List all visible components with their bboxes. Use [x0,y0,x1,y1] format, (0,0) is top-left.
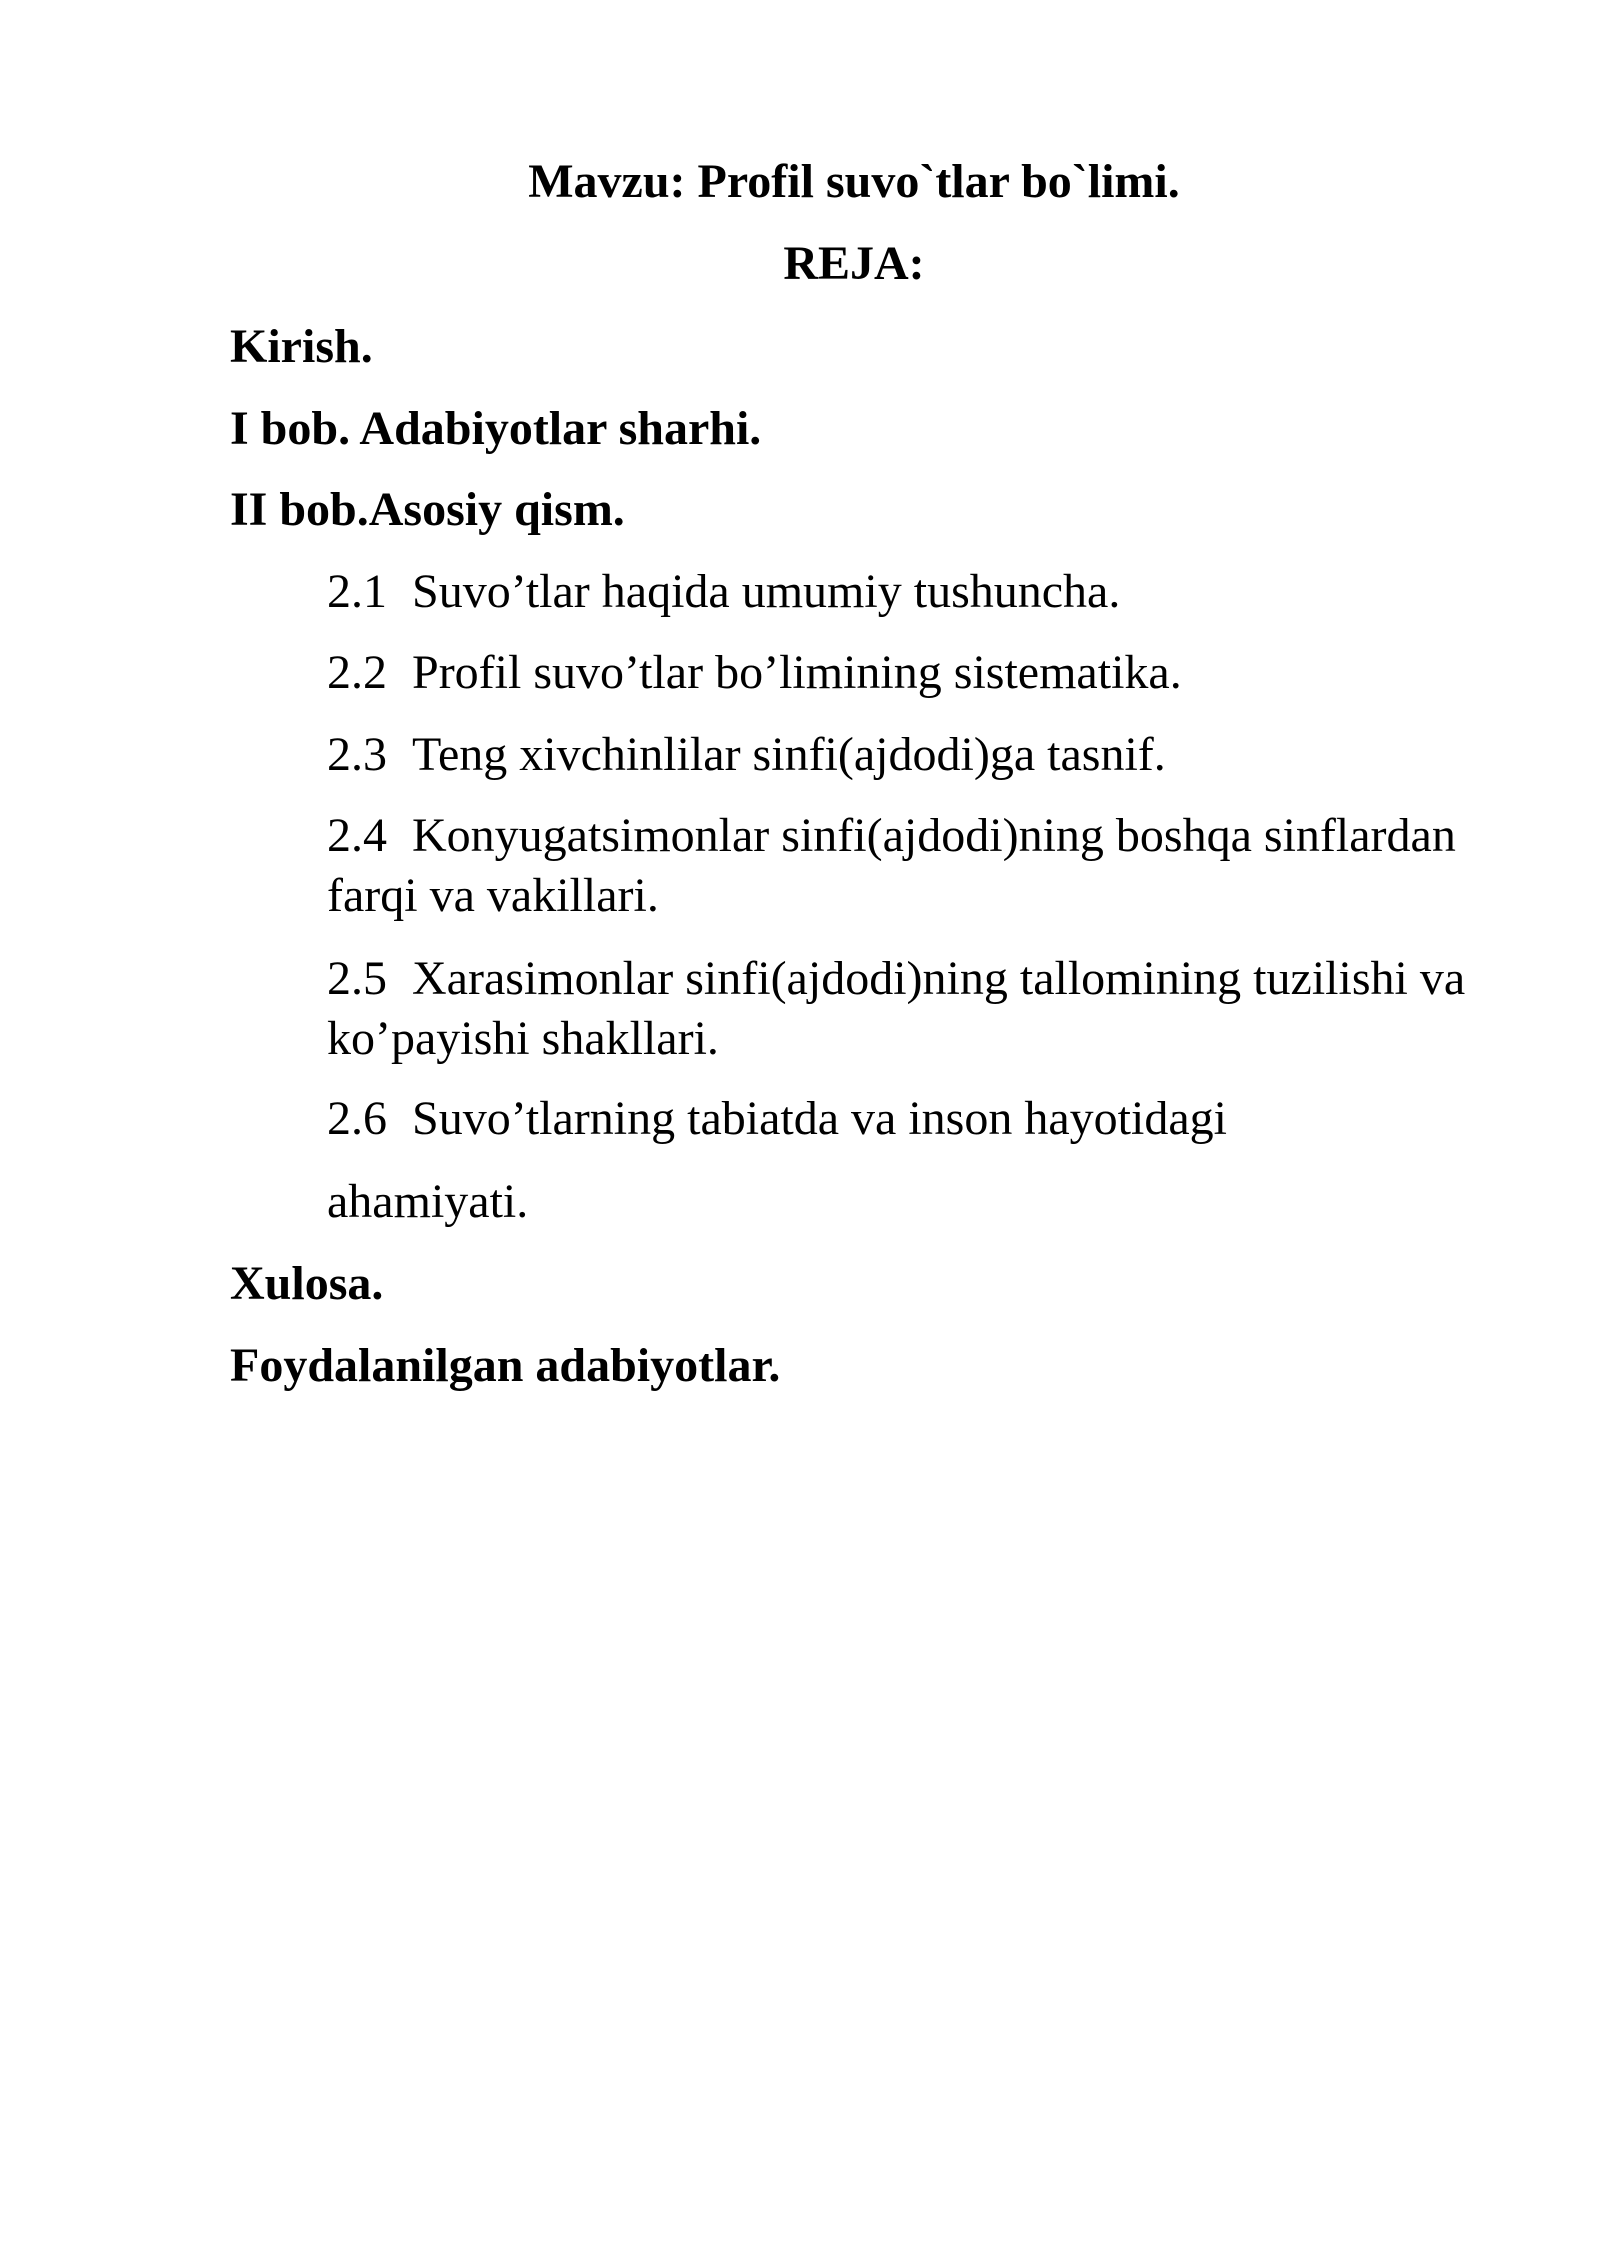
plan-item-number: 2.3 [327,728,387,781]
intro-heading: Kirish. [230,320,373,373]
plan-item-text: Teng xivchinlilar sinfi(ajdodi)ga tasnif. [412,728,1166,781]
plan-item-text: Konyugatsimonlar sinfi(ajdodi)ning boshqa sinflardan farqi va vakillari. [327,809,1456,922]
plan-item-number: 2.4 [327,809,387,862]
plan-item-2-5 [327,949,1497,1069]
chapter-2-heading: II bob.Asosiy qism. [230,483,625,536]
plan-item-2-1 [327,562,1497,622]
plan-item-2-3 [327,725,1497,785]
plan-item-text: Suvo’tlarning tabiatda va inson hayotidagi [412,1092,1227,1145]
plan-item-text: Profil suvo’tlar bo’limining sistematika. [412,646,1182,699]
plan-item-number: 2.5 [327,952,387,1005]
references-heading: Foydalanilgan adabiyotlar. [230,1339,781,1392]
plan-item-2-6-continuation: ahamiyati. [327,1175,529,1228]
plan-item-2-4 [327,806,1497,926]
plan-item-number: 2.1 [327,565,387,618]
conclusion-heading: Xulosa. [230,1257,384,1310]
plan-item-text: Xarasimonlar sinfi(ajdodi)ning tallomining tuzilishi va ko’payishi shakllari. [327,952,1466,1065]
chapter-1-heading: I bob. Adabiyotlar sharhi. [230,402,762,455]
plan-item-2-6 [327,1089,1497,1149]
plan-item-2-2 [327,643,1497,703]
plan-item-number: 2.2 [327,646,387,699]
plan-item-number: 2.6 [327,1092,387,1145]
plan-item-text: Suvo’tlar haqida umumiy tushuncha. [412,565,1121,618]
plan-heading: REJA: [783,237,925,290]
document-title: Mavzu: Profil suvo`tlar bo`limi. [528,155,1180,208]
